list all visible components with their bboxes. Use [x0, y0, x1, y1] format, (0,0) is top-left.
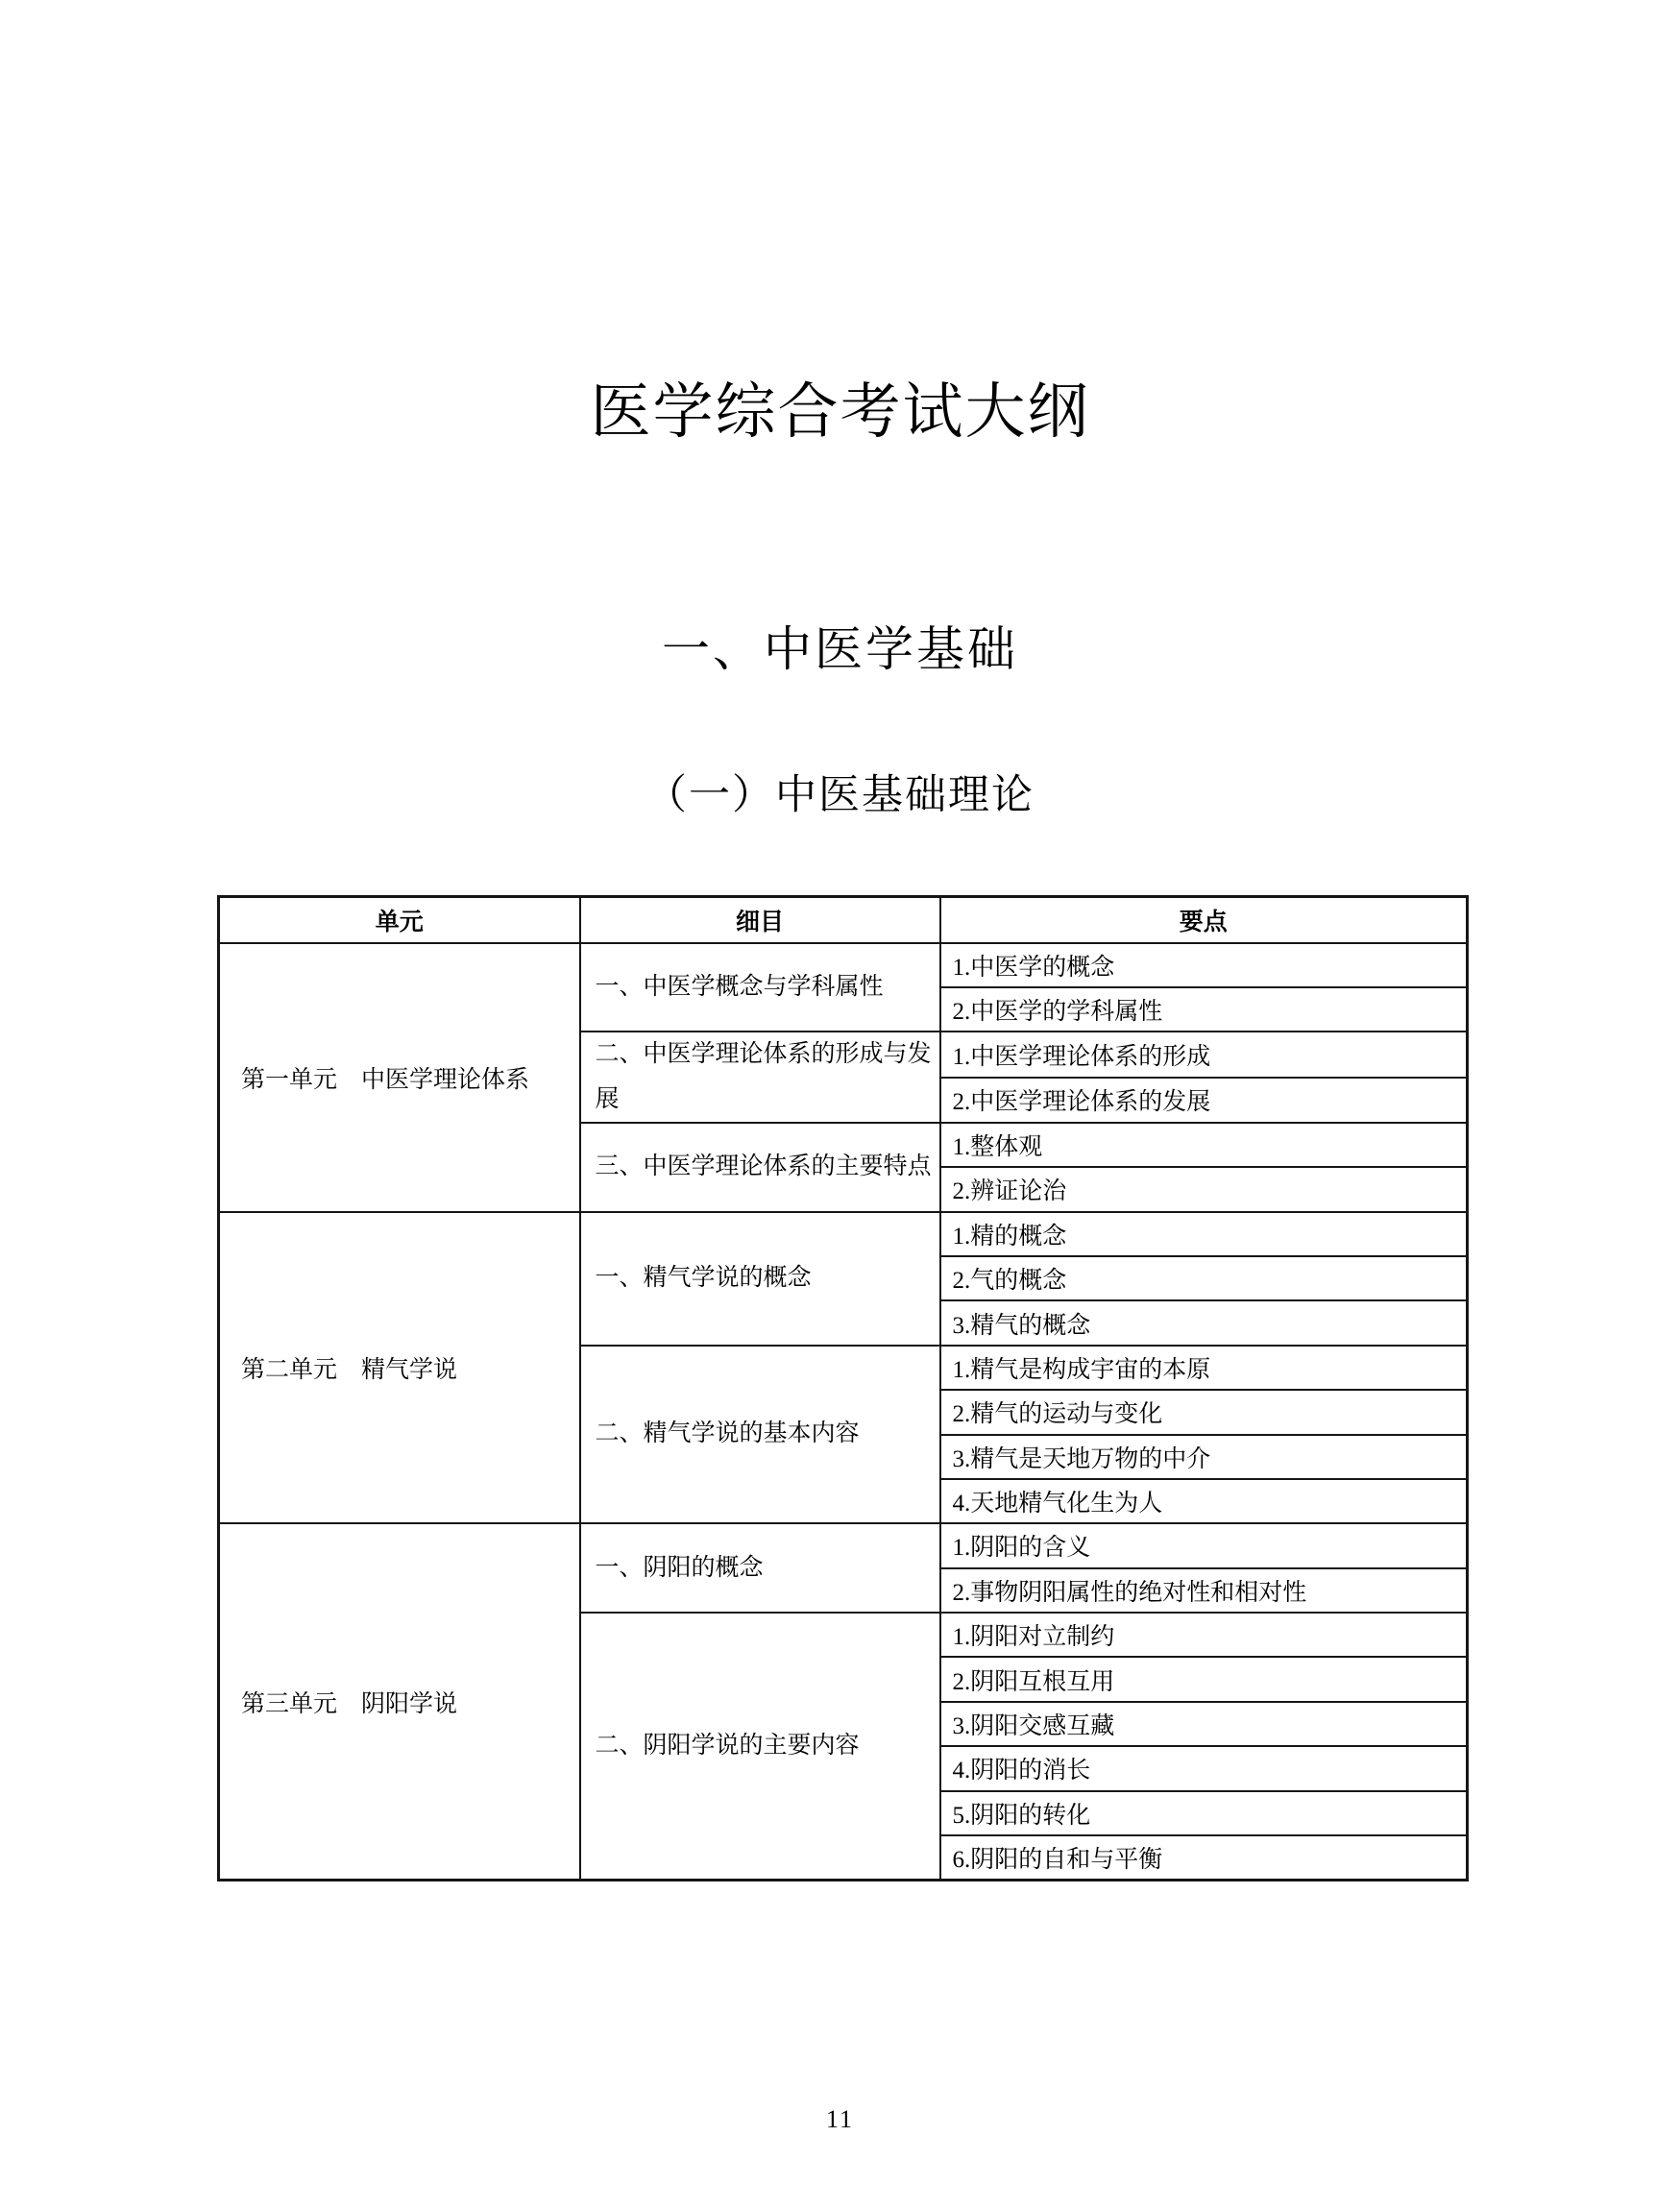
syllabus-table	[217, 895, 1469, 1881]
detail-cell: 一、阴阳的概念	[580, 1523, 940, 1613]
point-cell: 3.精气是天地万物的中介	[940, 1435, 1468, 1479]
point-cell: 2.精气的运动与变化	[940, 1390, 1468, 1434]
point-cell: 1.中医学理论体系的形成	[940, 1032, 1468, 1077]
detail-cell: 一、精气学说的概念	[580, 1212, 940, 1346]
detail-cell: 二、阴阳学说的主要内容	[580, 1613, 940, 1880]
column-header-detail: 细目	[580, 897, 940, 943]
table-header	[219, 897, 1468, 943]
page-title: 医学综合考试大纲	[590, 378, 1090, 446]
column-header-unit: 单元	[219, 897, 580, 943]
point-cell: 1.中医学的概念	[940, 943, 1468, 987]
unit-cell: 第二单元 精气学说	[219, 1212, 580, 1524]
table-row	[219, 1212, 1468, 1256]
point-cell: 1.精气是构成宇宙的本原	[940, 1346, 1468, 1390]
point-cell: 2.辨证论治	[940, 1167, 1468, 1211]
unit-cell: 第三单元 阴阳学说	[219, 1523, 580, 1880]
point-cell: 1.阴阳对立制约	[940, 1613, 1468, 1657]
point-cell: 2.中医学理论体系的发展	[940, 1078, 1468, 1123]
point-cell: 3.阴阳交感互藏	[940, 1702, 1468, 1746]
point-cell: 1.精的概念	[940, 1212, 1468, 1256]
detail-cell: 一、中医学概念与学科属性	[580, 943, 940, 1032]
table-row	[219, 1523, 1468, 1567]
point-cell: 1.阴阳的含义	[940, 1523, 1468, 1567]
table-row	[219, 943, 1468, 987]
detail-cell: 三、中医学理论体系的主要特点	[580, 1123, 940, 1212]
point-cell: 4.天地精气化生为人	[940, 1479, 1468, 1523]
section-heading: 一、中医学基础	[662, 622, 1018, 676]
page-number: 11	[825, 2105, 855, 2133]
point-cell: 2.气的概念	[940, 1256, 1468, 1300]
subsection-heading: （一）中医基础理论	[645, 773, 1035, 818]
unit-cell: 第一单元 中医学理论体系	[219, 943, 580, 1212]
point-cell: 2.阴阳互根互用	[940, 1657, 1468, 1701]
table-body	[219, 943, 1468, 1881]
point-cell: 1.整体观	[940, 1123, 1468, 1167]
point-cell: 3.精气的概念	[940, 1300, 1468, 1345]
detail-cell: 二、中医学理论体系的形成与发展	[580, 1032, 940, 1123]
point-cell: 4.阴阳的消长	[940, 1746, 1468, 1790]
column-header-point: 要点	[940, 897, 1468, 943]
table-header-row	[219, 897, 1468, 943]
point-cell: 2.事物阴阳属性的绝对性和相对性	[940, 1568, 1468, 1613]
point-cell: 2.中医学的学科属性	[940, 987, 1468, 1032]
detail-cell: 二、精气学说的基本内容	[580, 1346, 940, 1524]
point-cell: 6.阴阳的自和与平衡	[940, 1835, 1468, 1880]
point-cell: 5.阴阳的转化	[940, 1791, 1468, 1835]
